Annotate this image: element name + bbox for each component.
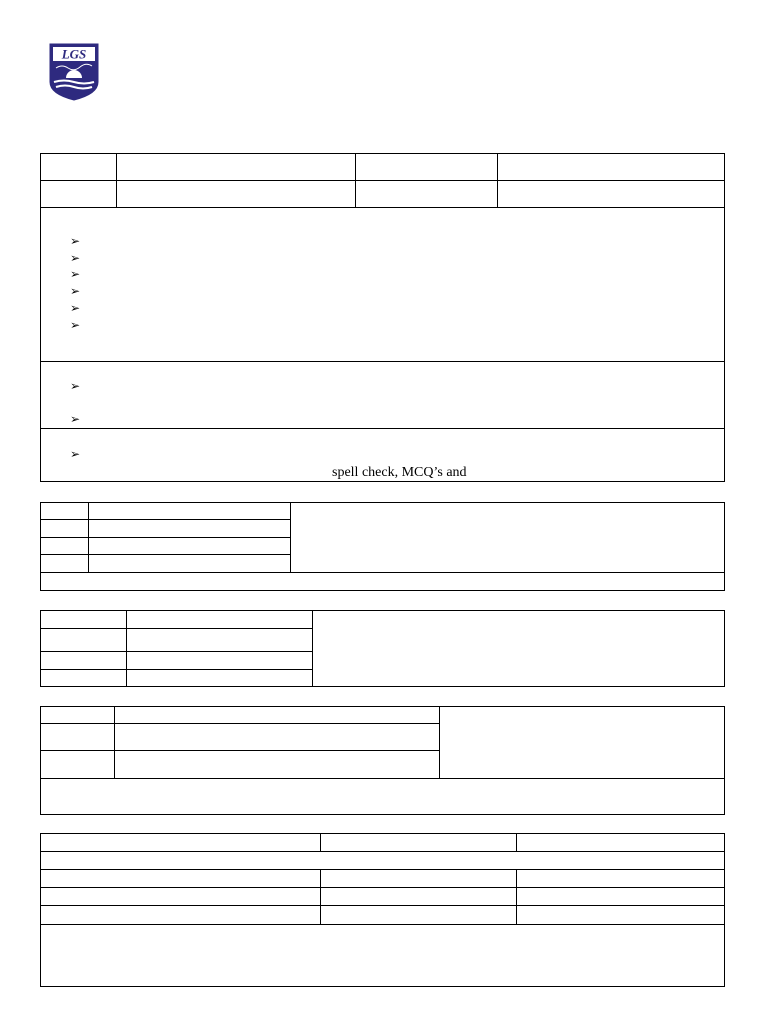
table-d-col-divider	[516, 833, 517, 852]
bullet-icon: ➢	[70, 447, 81, 461]
bullet-icon: ➢	[70, 284, 81, 298]
header-row-divider	[40, 180, 725, 181]
table-c-footer-divider	[40, 778, 725, 779]
table-d-row-divider	[40, 851, 725, 852]
table-d-row-divider	[40, 869, 725, 870]
bullet-icon: ➢	[70, 267, 81, 281]
table-b-row-divider	[40, 669, 313, 670]
table-d-col-divider	[320, 869, 321, 925]
table-d-row-divider	[40, 887, 725, 888]
table-a-row-divider	[40, 537, 291, 538]
bullet-icon: ➢	[70, 301, 81, 315]
header-col-divider-1	[116, 153, 117, 208]
table-a-footer-divider	[40, 572, 725, 573]
table-c-col-divider	[114, 706, 115, 779]
bullet-icon: ➢	[70, 412, 81, 426]
table-b-col-divider	[312, 610, 313, 687]
bullet-icon: ➢	[70, 251, 81, 265]
table-d-row-divider	[40, 905, 725, 906]
svg-text:LGS: LGS	[61, 46, 87, 62]
table-c-col-divider	[439, 706, 440, 779]
table-a-row-divider	[40, 554, 291, 555]
section-divider-2	[40, 428, 725, 429]
lgs-crest-icon	[48, 42, 100, 102]
header-col-divider-2	[355, 153, 356, 208]
table-a	[40, 502, 725, 591]
table-c-row-divider	[40, 723, 440, 724]
table-b-row-divider	[40, 628, 313, 629]
bullet-icon: ➢	[70, 318, 81, 332]
sections-box	[40, 207, 725, 482]
bullet-icon: ➢	[70, 234, 81, 248]
table-a-row-divider	[40, 519, 291, 520]
table-d-row-divider	[40, 924, 725, 925]
table-d-col-divider	[320, 833, 321, 852]
table-b-row-divider	[40, 651, 313, 652]
bullet-icon: ➢	[70, 379, 81, 393]
section3-text: spell check, MCQ’s and	[332, 465, 467, 480]
section-divider-1	[40, 361, 725, 362]
table-d-col-divider	[516, 869, 517, 925]
school-logo	[48, 42, 100, 102]
table-d	[40, 833, 725, 987]
table-c-row-divider	[40, 750, 440, 751]
header-col-divider-3	[497, 153, 498, 208]
table-b-col-divider	[126, 610, 127, 687]
table-b	[40, 610, 725, 687]
